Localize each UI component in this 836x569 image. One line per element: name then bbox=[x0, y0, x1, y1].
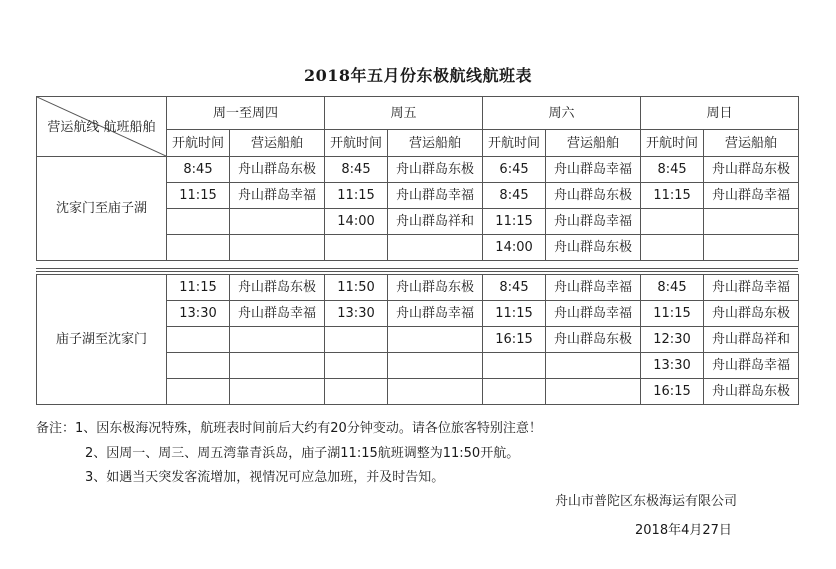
route-name-cell: 沈家门至庙子湖 bbox=[37, 157, 167, 261]
ship-cell: 舟山群岛幸福 bbox=[546, 301, 641, 327]
ship-cell: 舟山群岛幸福 bbox=[704, 275, 799, 301]
time-cell: 8:45 bbox=[641, 275, 704, 301]
ship-cell: 舟山群岛幸福 bbox=[388, 183, 483, 209]
time-cell bbox=[167, 327, 230, 353]
header-sub-ship: 营运船舶 bbox=[230, 130, 325, 157]
time-cell: 13:30 bbox=[167, 301, 230, 327]
time-cell: 16:15 bbox=[641, 379, 704, 405]
ship-cell: 舟山群岛东极 bbox=[546, 235, 641, 261]
ship-cell: 舟山群岛东极 bbox=[704, 301, 799, 327]
header-day-sat: 周六 bbox=[483, 97, 641, 130]
time-cell bbox=[167, 235, 230, 261]
time-cell: 11:15 bbox=[483, 301, 546, 327]
ship-cell: 舟山群岛东极 bbox=[388, 157, 483, 183]
time-cell: 11:50 bbox=[325, 275, 388, 301]
table-row bbox=[37, 275, 799, 301]
schedule-table-route-2 bbox=[36, 274, 799, 405]
note-line-3: 3、如遇当天突发客流增加，视情况可应急加班，并及时告知。 bbox=[85, 470, 445, 485]
header-row-days bbox=[37, 97, 799, 130]
time-cell bbox=[641, 235, 704, 261]
time-cell bbox=[167, 353, 230, 379]
time-cell: 8:45 bbox=[167, 157, 230, 183]
header-sub-ship: 营运船舶 bbox=[546, 130, 641, 157]
ship-cell bbox=[388, 353, 483, 379]
corner-label: 营运航线 航班船舶 bbox=[47, 120, 156, 135]
header-sub-time: 开航时间 bbox=[325, 130, 388, 157]
ship-cell: 舟山群岛东极 bbox=[704, 157, 799, 183]
ship-cell bbox=[546, 353, 641, 379]
time-cell: 11:15 bbox=[641, 183, 704, 209]
ship-cell bbox=[388, 379, 483, 405]
header-sub-time: 开航时间 bbox=[167, 130, 230, 157]
time-cell: 14:00 bbox=[483, 235, 546, 261]
time-cell bbox=[167, 209, 230, 235]
time-cell: 11:15 bbox=[167, 275, 230, 301]
time-cell: 11:15 bbox=[167, 183, 230, 209]
corner-header-cell bbox=[37, 97, 167, 157]
time-cell: 6:45 bbox=[483, 157, 546, 183]
time-cell: 13:30 bbox=[641, 353, 704, 379]
issue-date: 2018年4月27日 bbox=[635, 523, 732, 538]
time-cell: 12:30 bbox=[641, 327, 704, 353]
note-line-1: 备注：1、因东极海况特殊，航班表时间前后大约有20分钟变动。请各位旅客特别注意！ bbox=[36, 421, 542, 436]
time-cell bbox=[483, 379, 546, 405]
page-title: 2018年五月份东极航线航班表 bbox=[303, 66, 533, 85]
time-cell bbox=[325, 353, 388, 379]
time-cell bbox=[167, 379, 230, 405]
ship-cell bbox=[230, 209, 325, 235]
header-sub-ship: 营运船舶 bbox=[388, 130, 483, 157]
time-cell: 13:30 bbox=[325, 301, 388, 327]
ship-cell: 舟山群岛幸福 bbox=[230, 301, 325, 327]
header-day-sun: 周日 bbox=[641, 97, 799, 130]
time-cell: 11:15 bbox=[483, 209, 546, 235]
header-sub-time: 开航时间 bbox=[641, 130, 704, 157]
time-cell: 8:45 bbox=[483, 275, 546, 301]
time-cell bbox=[641, 209, 704, 235]
ship-cell: 舟山群岛东极 bbox=[230, 275, 325, 301]
header-day-mon-thu: 周一至周四 bbox=[167, 97, 325, 130]
time-cell: 14:00 bbox=[325, 209, 388, 235]
ship-cell bbox=[230, 327, 325, 353]
ship-cell: 舟山群岛幸福 bbox=[704, 183, 799, 209]
table-separator-band bbox=[36, 268, 798, 272]
time-cell bbox=[325, 327, 388, 353]
ship-cell: 舟山群岛幸福 bbox=[546, 157, 641, 183]
ship-cell: 舟山群岛幸福 bbox=[230, 183, 325, 209]
ship-cell bbox=[230, 379, 325, 405]
time-cell: 16:15 bbox=[483, 327, 546, 353]
ship-cell: 舟山群岛祥和 bbox=[704, 327, 799, 353]
time-cell: 8:45 bbox=[483, 183, 546, 209]
time-cell: 11:15 bbox=[641, 301, 704, 327]
ship-cell: 舟山群岛幸福 bbox=[388, 301, 483, 327]
ship-cell bbox=[388, 327, 483, 353]
header-day-fri: 周五 bbox=[325, 97, 483, 130]
time-cell: 8:45 bbox=[641, 157, 704, 183]
note-line-2: 2、因周一、周三、周五湾靠青浜岛，庙子湖11:15航班调整为11:50开航。 bbox=[85, 446, 520, 461]
ship-cell bbox=[704, 209, 799, 235]
ship-cell bbox=[388, 235, 483, 261]
time-cell bbox=[483, 353, 546, 379]
ship-cell: 舟山群岛幸福 bbox=[546, 209, 641, 235]
ship-cell bbox=[546, 379, 641, 405]
ship-cell: 舟山群岛东极 bbox=[704, 379, 799, 405]
ship-cell: 舟山群岛幸福 bbox=[546, 275, 641, 301]
ship-cell bbox=[230, 235, 325, 261]
time-cell: 8:45 bbox=[325, 157, 388, 183]
ship-cell: 舟山群岛东极 bbox=[230, 157, 325, 183]
ship-cell: 舟山群岛祥和 bbox=[388, 209, 483, 235]
company-name: 舟山市普陀区东极海运有限公司 bbox=[555, 494, 738, 509]
time-cell bbox=[325, 235, 388, 261]
ship-cell bbox=[230, 353, 325, 379]
header-sub-time: 开航时间 bbox=[483, 130, 546, 157]
header-sub-ship: 营运船舶 bbox=[704, 130, 799, 157]
ship-cell: 舟山群岛东极 bbox=[546, 327, 641, 353]
ship-cell: 舟山群岛东极 bbox=[546, 183, 641, 209]
time-cell: 11:15 bbox=[325, 183, 388, 209]
ship-cell bbox=[704, 235, 799, 261]
ship-cell: 舟山群岛幸福 bbox=[704, 353, 799, 379]
time-cell bbox=[325, 379, 388, 405]
ship-cell: 舟山群岛东极 bbox=[388, 275, 483, 301]
schedule-table-route-1 bbox=[36, 96, 799, 261]
table-row bbox=[37, 157, 799, 183]
route-name-cell: 庙子湖至沈家门 bbox=[37, 275, 167, 405]
